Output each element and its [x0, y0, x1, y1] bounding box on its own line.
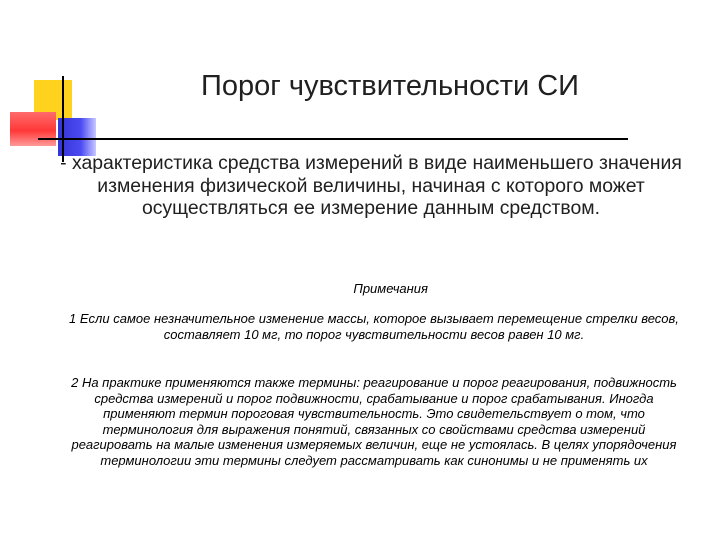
note-1: 1 Если самое незначительное изменение массы, которое вызывает перемещение стрелки весов, составляет 10 мг, то порог чувствительности весов равен 10 мг. [69, 311, 679, 342]
vertical-divider-line [62, 76, 64, 162]
red-square-decoration [10, 112, 56, 146]
slide-title: Порог чувствительности СИ [200, 70, 580, 102]
note-2: 2 На практике применяются также термины: реагирование и порог реагирования, подвижность средства измерений и порог подвижности, срабатывание и порог срабатывания. Иногда применяют термин пороговая чувствительность. Это свидетельствует о том, что терминология для выражения понятий, связанных со свойствами средства измерений реагировать на малые изменения измеряемых величин, еще не устоялась. В целях упорядочения терминологии эти термины следует рассматривать как синонимы и не применять их [71, 375, 677, 468]
title-underline [38, 138, 628, 140]
definition-text: - характеристика средства измерений в виде наименьшего значения изменения физической величины, начиная с которого может осуществляться ее измерение данным средством. [60, 152, 682, 219]
corner-decoration [0, 0, 140, 170]
notes-heading: Примечания [353, 281, 428, 296]
